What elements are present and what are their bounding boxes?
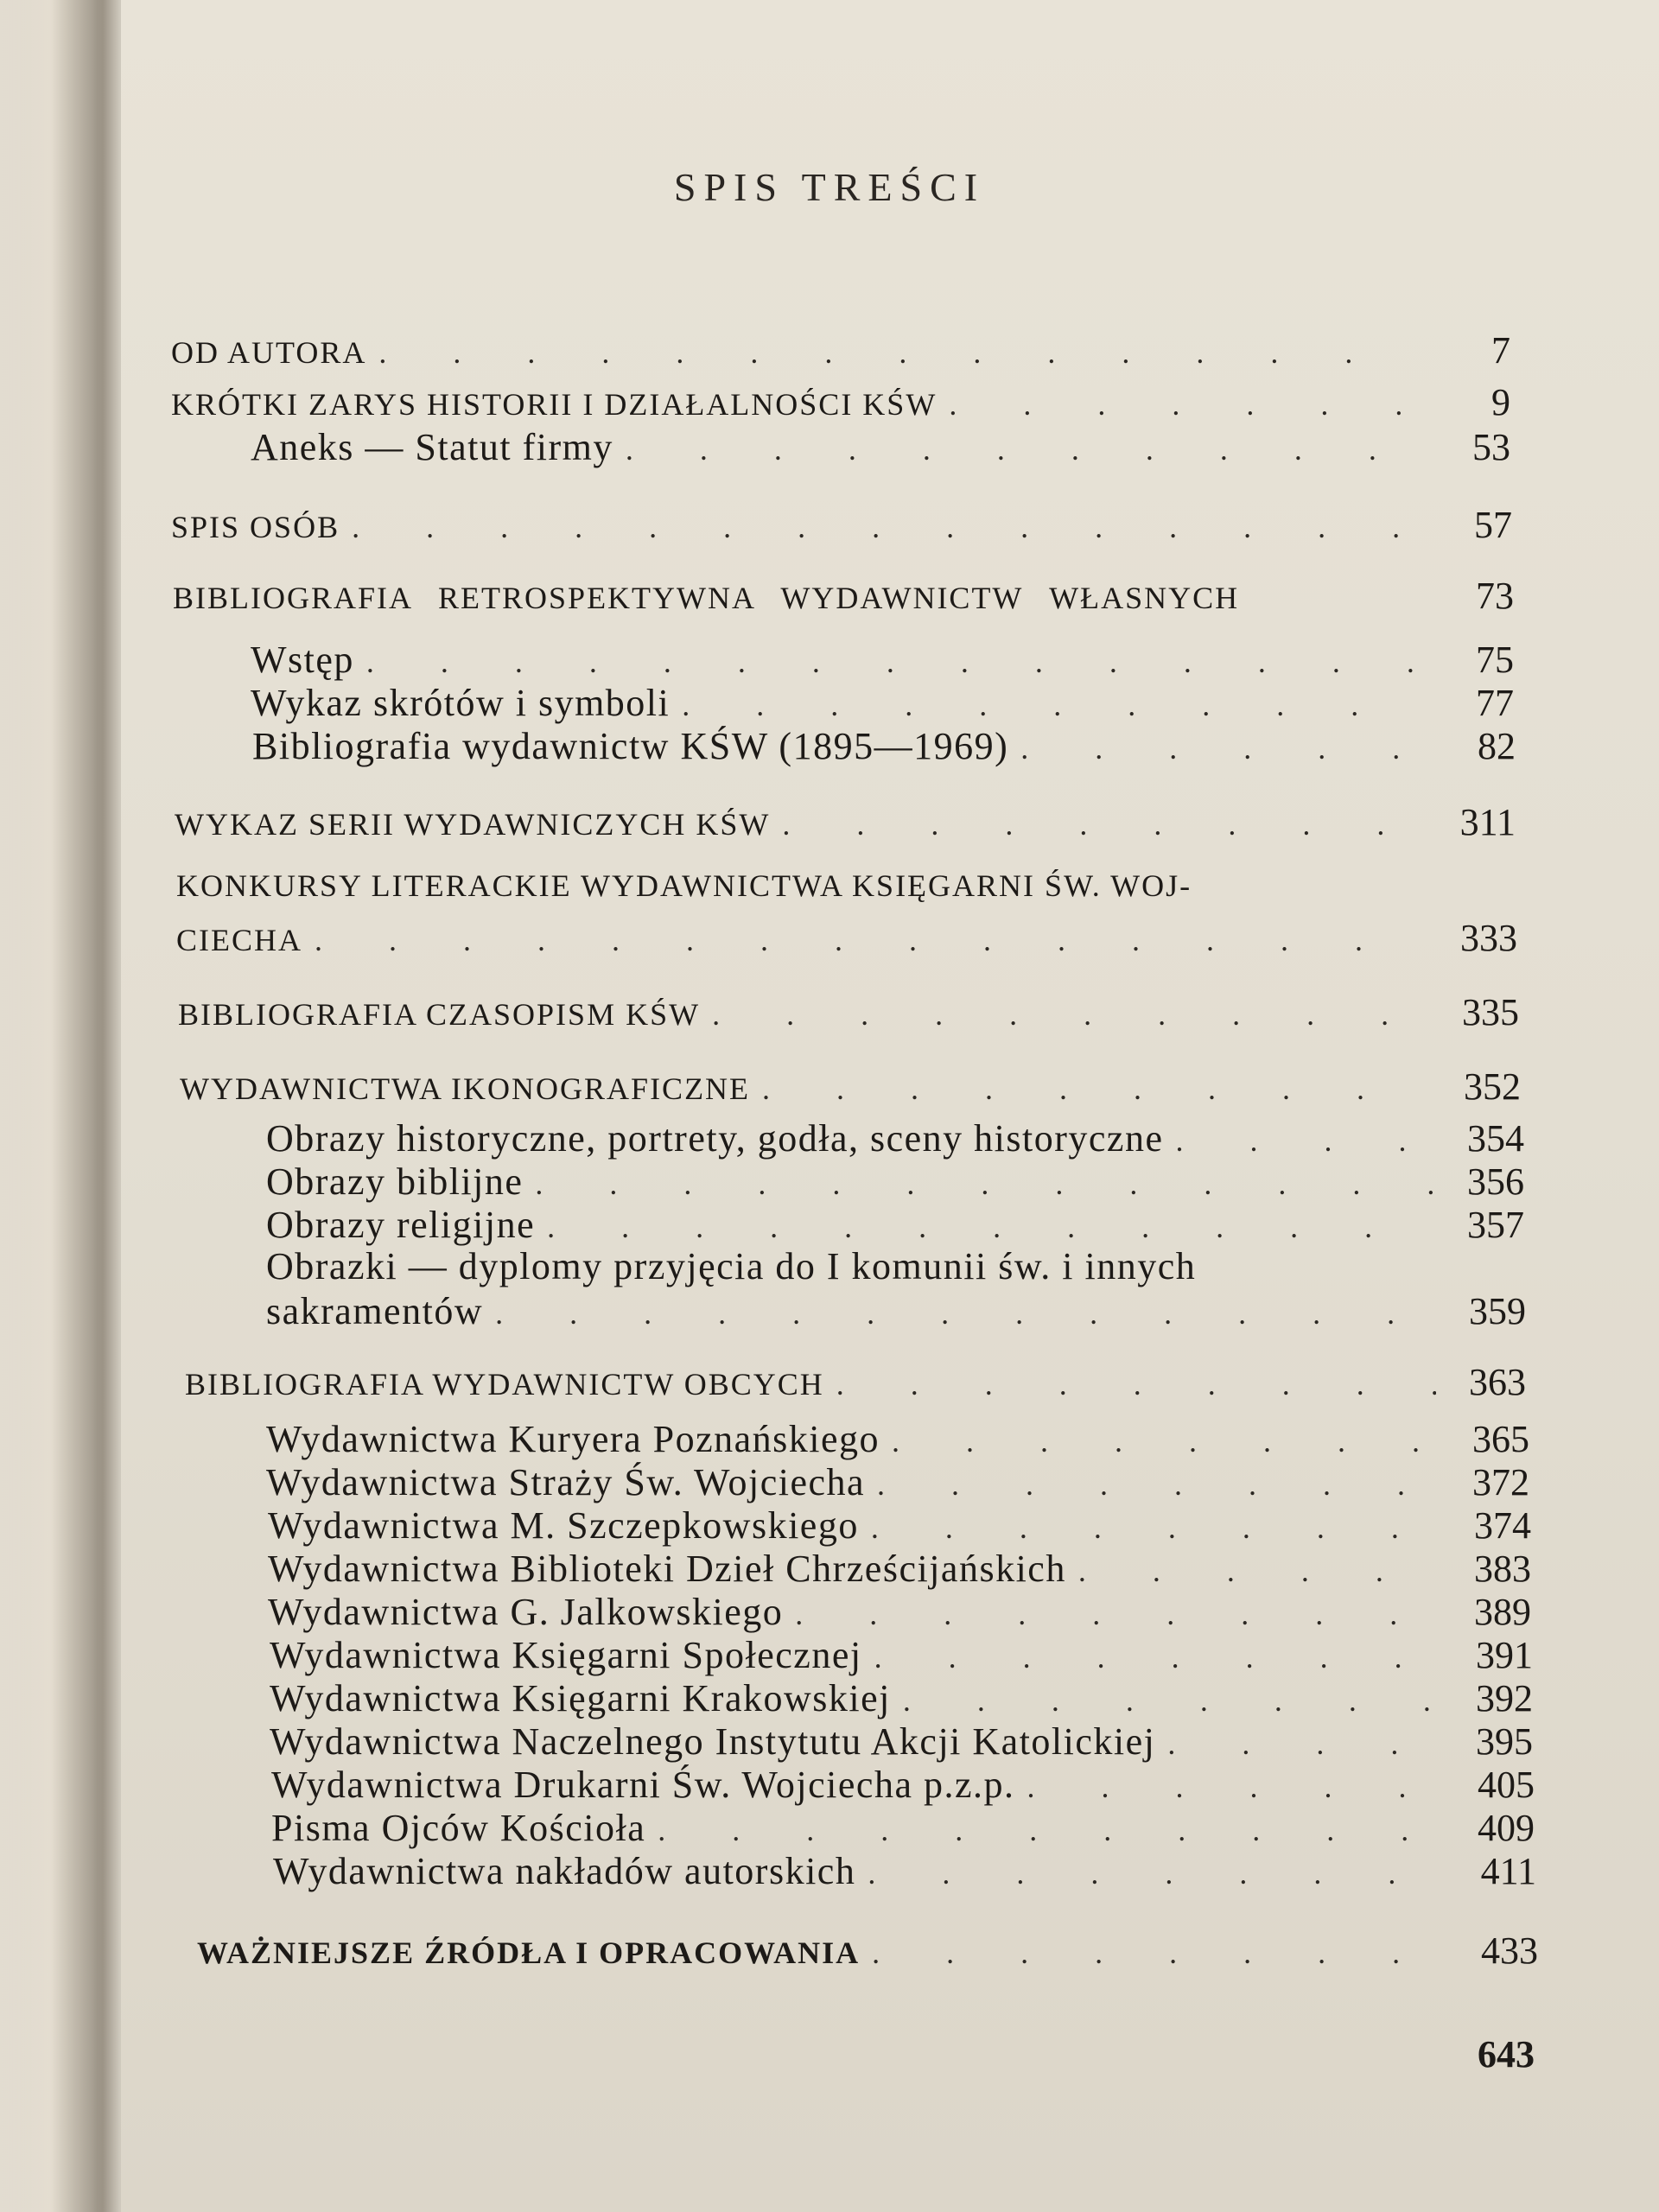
entry-label: Wydawnictwa G. Jalkowskiego bbox=[268, 1591, 784, 1633]
entry-page: 359 bbox=[1469, 1290, 1526, 1332]
toc-entry bbox=[252, 724, 1516, 768]
entry-page: 335 bbox=[1462, 991, 1519, 1033]
entry-page: 383 bbox=[1474, 1548, 1531, 1590]
entry-label: Wydawnictwa Drukarni Św. Wojciecha p.z.p. bbox=[271, 1764, 1015, 1806]
dot-leader bbox=[366, 644, 1424, 680]
entry-label: WAŻNIEJSZE ŹRÓDŁA I OPRACOWANIA bbox=[197, 1936, 861, 1970]
toc-entry bbox=[178, 990, 1519, 1034]
toc-entry bbox=[197, 1929, 1538, 1973]
entry-page: 82 bbox=[1478, 725, 1516, 767]
entry-page: 77 bbox=[1476, 682, 1514, 724]
entry-label: KRÓTKI ZARYS HISTORII I DZIAŁALNOŚCI KŚW bbox=[171, 387, 938, 422]
page-number: 643 bbox=[1478, 2033, 1535, 2075]
toc-entry bbox=[266, 1203, 1524, 1247]
entry-page: 75 bbox=[1476, 639, 1514, 681]
entry-label: Wydawnictwa Straży Św. Wojciecha bbox=[266, 1461, 866, 1503]
entry-page: 357 bbox=[1467, 1204, 1524, 1246]
entry-label: Wykaz skrótów i symboli bbox=[251, 682, 671, 724]
entry-label: Wydawnictwa Kuryera Poznańskiego bbox=[266, 1418, 880, 1460]
entry-label-continuation: sakramentów bbox=[266, 1290, 484, 1332]
toc-entry bbox=[268, 1547, 1531, 1591]
dot-leader bbox=[874, 1639, 1443, 1675]
dot-leader bbox=[1167, 1726, 1443, 1762]
toc-entry bbox=[271, 1806, 1535, 1850]
dot-leader bbox=[547, 1209, 1434, 1245]
entry-label: Obrazy religijne bbox=[266, 1204, 536, 1246]
dot-leader bbox=[762, 1071, 1431, 1107]
toc-entry bbox=[266, 1460, 1529, 1504]
entry-label: Wydawnictwa nakładów autorskich bbox=[273, 1850, 856, 1892]
entry-page: 9 bbox=[1491, 381, 1510, 423]
entry-label: KONKURSY LITERACKIE WYDAWNICTWA KSIĘGARNI ŚW. WOJ- bbox=[176, 868, 1192, 903]
toc-entry bbox=[268, 1590, 1531, 1634]
toc-entry bbox=[266, 1417, 1529, 1461]
entry-label: Obrazki — dyplomy przyjęcia do I komunii św. i innych bbox=[266, 1245, 1197, 1287]
dot-leader bbox=[1175, 1122, 1434, 1159]
dot-leader bbox=[877, 1466, 1440, 1503]
entry-label-continuation: CIECHA bbox=[176, 923, 302, 957]
toc-entry bbox=[251, 425, 1510, 469]
entry-page: 333 bbox=[1460, 917, 1517, 959]
entry-page: 363 bbox=[1469, 1361, 1526, 1403]
toc-entry bbox=[171, 380, 1510, 424]
entry-page: 354 bbox=[1467, 1117, 1524, 1160]
entry-label: WYDAWNICTWA IKONOGRAFICZNE bbox=[180, 1071, 751, 1106]
dot-leader bbox=[903, 1682, 1443, 1719]
dot-leader bbox=[795, 1596, 1441, 1632]
dot-leader bbox=[682, 687, 1424, 723]
entry-page: 311 bbox=[1459, 801, 1516, 843]
entry-label: Wydawnictwa Księgarni Krakowskiej bbox=[270, 1677, 891, 1719]
entry-label: BIBLIOGRAFIA WYDAWNICTW OBCYCH bbox=[185, 1367, 824, 1402]
toc-entry bbox=[270, 1719, 1533, 1764]
dot-leader bbox=[871, 1510, 1441, 1546]
toc-entry bbox=[185, 1360, 1526, 1404]
toc-entry bbox=[171, 503, 1512, 547]
entry-label: Wydawnictwa M. Szczepkowskiego bbox=[268, 1504, 859, 1547]
toc-entry bbox=[171, 328, 1510, 372]
toc-entry bbox=[266, 1289, 1526, 1333]
dot-leader bbox=[1020, 730, 1426, 766]
entry-page: 409 bbox=[1478, 1807, 1535, 1849]
toc-entry bbox=[173, 574, 1514, 618]
entry-label: Wydawnictwa Księgarni Społecznej bbox=[270, 1634, 862, 1676]
toc-entry bbox=[175, 800, 1516, 844]
entry-label: SPIS OSÓB bbox=[171, 510, 340, 544]
entry-page: 372 bbox=[1472, 1461, 1529, 1503]
toc-entry bbox=[273, 1849, 1536, 1893]
entry-page: 395 bbox=[1476, 1720, 1533, 1763]
entry-label: Wstęp bbox=[251, 639, 354, 681]
dot-leader bbox=[782, 806, 1426, 842]
toc-entry bbox=[180, 1065, 1521, 1109]
toc-entry bbox=[270, 1633, 1533, 1677]
entry-label: Obrazy biblijne bbox=[266, 1160, 524, 1203]
dot-leader bbox=[378, 334, 1421, 371]
dot-leader bbox=[949, 386, 1421, 423]
entry-page: 365 bbox=[1472, 1418, 1529, 1460]
dot-leader bbox=[868, 1855, 1446, 1891]
entry-page: 57 bbox=[1474, 504, 1512, 546]
dot-leader bbox=[712, 996, 1429, 1033]
toc-entry bbox=[251, 638, 1514, 682]
book-page bbox=[121, 0, 1659, 2212]
toc-entry bbox=[270, 1676, 1533, 1720]
entry-label: OD AUTORA bbox=[171, 335, 367, 370]
entry-label: BIBLIOGRAFIA RETROSPEKTYWNA WYDAWNICTW WŁASNYCH bbox=[173, 581, 1240, 615]
entry-page: 73 bbox=[1476, 575, 1514, 617]
dot-leader bbox=[1078, 1553, 1441, 1589]
entry-page: 356 bbox=[1467, 1160, 1524, 1203]
toc-entry bbox=[266, 1160, 1524, 1204]
entry-page: 433 bbox=[1481, 1929, 1538, 1972]
entry-page: 389 bbox=[1474, 1591, 1531, 1633]
entry-page: 392 bbox=[1476, 1677, 1533, 1719]
entry-label: Aneks — Statut firmy bbox=[251, 426, 613, 468]
entry-page: 405 bbox=[1478, 1764, 1535, 1806]
entry-label: Obrazy historyczne, portrety, godła, sceny historyczne bbox=[266, 1117, 1164, 1160]
binding-gutter bbox=[0, 0, 130, 2212]
entry-page: 391 bbox=[1476, 1634, 1533, 1676]
dot-leader bbox=[352, 509, 1422, 545]
dot-leader bbox=[658, 1812, 1445, 1848]
entry-label: Bibliografia wydawnictw KŚW (1895—1969) bbox=[252, 725, 1009, 767]
toc-entry bbox=[176, 916, 1517, 960]
dot-leader bbox=[535, 1166, 1434, 1202]
entry-label: Wydawnictwa Biblioteki Dzieł Chrześcijańskich bbox=[268, 1548, 1066, 1590]
entry-page: 7 bbox=[1491, 329, 1510, 372]
dot-leader bbox=[872, 1935, 1448, 1971]
dot-leader bbox=[836, 1366, 1436, 1402]
dot-leader bbox=[1027, 1769, 1445, 1805]
dot-leader bbox=[626, 431, 1421, 467]
toc-entry bbox=[251, 681, 1514, 725]
entry-page: 53 bbox=[1472, 426, 1510, 468]
toc-entry bbox=[266, 1116, 1524, 1160]
entry-label: WYKAZ SERII WYDAWNICZYCH KŚW bbox=[175, 807, 771, 842]
page-title: SPIS TREŚCI bbox=[673, 165, 986, 209]
entry-page: 374 bbox=[1474, 1504, 1531, 1547]
toc-entry bbox=[268, 1503, 1531, 1548]
entry-label: Pisma Ojców Kościoła bbox=[271, 1807, 646, 1849]
toc-entry bbox=[271, 1763, 1535, 1807]
dot-leader bbox=[495, 1295, 1436, 1332]
entry-page: 352 bbox=[1464, 1065, 1521, 1108]
entry-label: Wydawnictwa Naczelnego Instytutu Akcji Katolickiej bbox=[270, 1720, 1156, 1763]
dot-leader bbox=[315, 922, 1427, 958]
dot-leader bbox=[892, 1423, 1440, 1459]
entry-label: BIBLIOGRAFIA CZASOPISM KŚW bbox=[178, 997, 701, 1032]
entry-page: 411 bbox=[1480, 1850, 1536, 1892]
